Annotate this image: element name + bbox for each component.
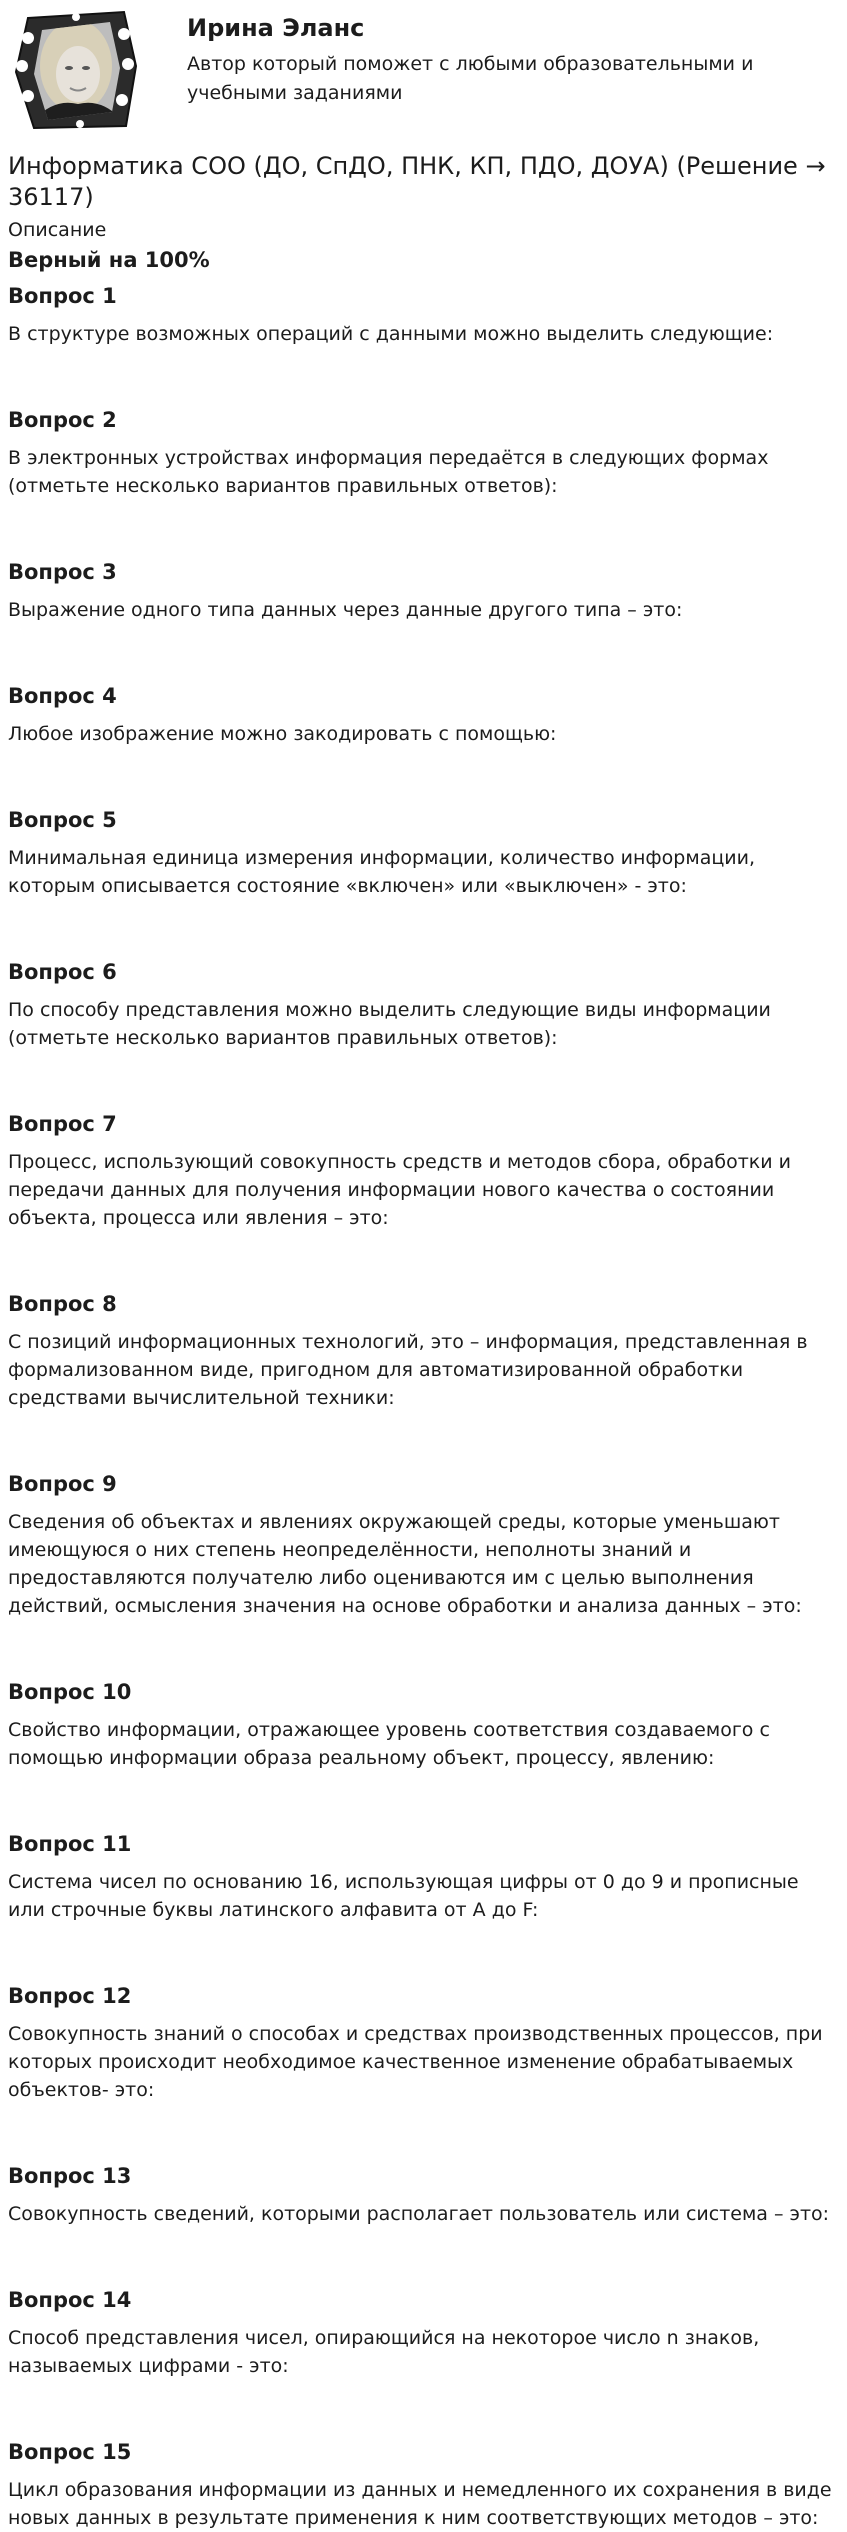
question-item (8, 1290, 847, 1412)
question-text: Любое изображение можно закодировать с помощью: (8, 723, 557, 745)
question-text: Свойство информации, отражающее уровень соответствия создаваемого с помощью информации образа реальному объект, процессу, явлению: (8, 1719, 770, 1769)
question-label: Вопрос 9 (8, 1472, 117, 1496)
question-label: Вопрос 11 (8, 1832, 132, 1856)
question-item (8, 558, 847, 624)
question-label: Вопрос 12 (8, 1984, 132, 2008)
question-text: Система чисел по основанию 16, использующая цифры от 0 до 9 и прописные или строчные буквы латинского алфавита от A до F: (8, 1871, 799, 1921)
question-item (8, 682, 847, 748)
question-label: Вопрос 1 (8, 284, 117, 308)
question-text: Способ представления чисел, опирающийся на некоторое число n знаков, называемых цифрами - это: (8, 2327, 760, 2377)
question-item (8, 2286, 847, 2380)
author-name[interactable]: Ирина Эланс (187, 14, 365, 42)
author-bio: Автор который поможет с любыми образовательными и учебными заданиями (187, 53, 754, 104)
page-title: Информатика СОО (ДО, СпДО, ПНК, КП, ПДО, ДОУА) (Решение → 36117) (8, 152, 826, 211)
question-text: Процесс, использующий совокупность средств и методов сбора, обработки и передачи данных для получения информации нового качества о состоянии объекта, процесса или явления – это: (8, 1151, 791, 1229)
question-text: Выражение одного типа данных через данные другого типа – это: (8, 599, 683, 621)
question-label: Вопрос 8 (8, 1292, 117, 1316)
question-item (8, 1982, 847, 2104)
question-item (8, 958, 847, 1052)
question-label: Вопрос 2 (8, 408, 117, 432)
verified-label: Верный на 100% (8, 248, 210, 272)
question-text: Минимальная единица измерения информации, количество информации, которым описывается состояние «включен» или «выключен» - это: (8, 847, 756, 897)
question-text: В структуре возможных операций с данными можно выделить следующие: (8, 323, 774, 345)
question-label: Вопрос 5 (8, 808, 117, 832)
question-label: Вопрос 13 (8, 2164, 132, 2188)
question-label: Вопрос 6 (8, 960, 117, 984)
author-block (8, 0, 847, 138)
question-item (8, 2162, 847, 2228)
question-label: Вопрос 15 (8, 2440, 132, 2464)
question-label: Вопрос 4 (8, 684, 117, 708)
question-item (8, 282, 847, 348)
question-text: По способу представления можно выделить следующие виды информации (отметьте несколько вариантов правильных ответов): (8, 999, 771, 1049)
question-label: Вопрос 10 (8, 1680, 132, 1704)
question-text: Совокупность сведений, которыми располагает пользователь или система – это: (8, 2203, 830, 2225)
question-item (8, 1678, 847, 1772)
question-list (8, 282, 847, 2532)
author-avatar[interactable] (14, 8, 138, 130)
question-label: Вопрос 14 (8, 2288, 132, 2312)
question-item (8, 806, 847, 900)
question-text: Совокупность знаний о способах и средствах производственных процессов, при которых происходит необходимое качественное изменение обрабатываемых объектов- это: (8, 2023, 823, 2101)
question-text: Цикл образования информации из данных и немедленного их сохранения в виде новых данных в результате применения к ним соответствующих методов – это: (8, 2479, 832, 2529)
question-item (8, 1110, 847, 1232)
description-label: Описание (8, 219, 107, 241)
question-label: Вопрос 7 (8, 1112, 117, 1136)
question-item (8, 1470, 847, 1620)
question-text: В электронных устройствах информация передаётся в следующих формах (отметьте несколько вариантов правильных ответов): (8, 447, 769, 497)
question-text: С позиций информационных технологий, это – информация, представленная в формализованном виде, пригодном для автоматизированной обработки средствами вычислительной техники: (8, 1331, 808, 1409)
question-label: Вопрос 3 (8, 560, 117, 584)
question-item (8, 2438, 847, 2532)
question-item (8, 406, 847, 500)
question-item (8, 1830, 847, 1924)
question-text: Сведения об объектах и явлениях окружающей среды, которые уменьшают имеющуюся о них степень неопределённости, неполноты знаний и предоставляются получателю либо оцениваются им с целью выполнения действий, осмысления значения на основе обработки и анализа данных – это: (8, 1511, 802, 1617)
